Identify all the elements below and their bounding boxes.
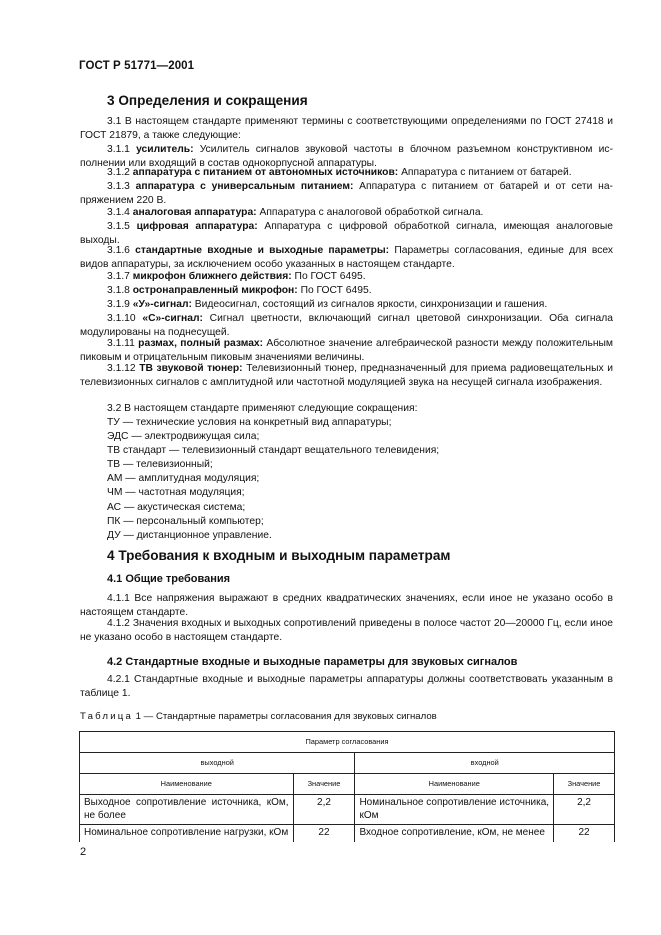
cell-output-name: Номинальное сопротивление нагрузки, кОм (80, 825, 294, 842)
table-caption: Таблица 1 — Стандартные параметры согласования для звуковых сигналов (80, 711, 437, 722)
definition-3-1-7: 3.1.7 микрофон ближнего действия: По ГОСТ 6495. (107, 271, 366, 282)
header-input-name: Наименование (355, 774, 554, 795)
paragraph-4-2-1: 4.2.1 Стандартные входные и выходные параметры аппаратуры должны соответствовать указанным в таблице 1. (80, 674, 613, 700)
paragraph-4-1-2: 4.1.2 Значения входных и выходных сопротивлений приведены в полосе частот 20—20000 Гц, если иное не указано особо в настоящем стандарте. (80, 618, 613, 644)
paragraph-3-2: 3.2 В настоящем стандарте применяют следующие сокращения: (107, 403, 418, 414)
definition-3-1-3: 3.1.3 аппаратура с универсальным питанием: Аппаратура с питанием от батарей и от сети напряжением 220 В. (80, 181, 613, 207)
definition-3-1-4: 3.1.4 аналоговая аппаратура: Аппаратура с аналоговой обработкой сигнала. (107, 207, 484, 218)
subsection-4-2-title: 4.2 Стандартные входные и выходные параметры для звуковых сигналов (107, 656, 518, 668)
abbreviation-item: ТВ стандарт — телевизионный стандарт вещательного телевидения; (107, 445, 440, 457)
abbreviation-item: ЧМ — частотная модуляция; (107, 487, 245, 499)
definition-3-1-10: 3.1.10 «С»-сигнал: Сигнал цветности, включающий сигнал цветовой синхронизации. Оба сигнала модулированы на поднесущей. (80, 313, 613, 339)
page-header: ГОСТ Р 51771—2001 (79, 60, 195, 72)
header-output-value: Значение (293, 774, 355, 795)
subsection-4-1-title: 4.1 Общие требования (107, 573, 231, 585)
definition-3-1-5: 3.1.5 цифровая аппаратура: Аппаратура с цифровой обработкой сигнала, имеющая аналоговые выходы. (80, 221, 614, 247)
abbreviation-item: ЭДС — электродвижущая сила; (107, 431, 260, 443)
abbreviation-list (107, 416, 613, 543)
abbreviation-item: АС — акустическая система; (107, 501, 246, 513)
definition-3-1-11: 3.1.11 размах, полный размах: Абсолютное значение алгебраической разности между положительным пиковым и отрицательным пиковым значениями величины. (80, 338, 613, 364)
section-4-title: 4 Требования к входным и выходным параметрам (107, 548, 451, 563)
header-output-name: Наименование (80, 774, 294, 795)
table-row (80, 795, 615, 825)
cell-input-name: Входное сопротивление, кОм, не менее (355, 825, 554, 842)
abbreviation-item: ТВ — телевизионный; (107, 459, 213, 471)
paragraph-4-1-1: 4.1.1 Все напряжения выражают в средних квадратических значениях, если иное не указано особо в настоящем стандарте. (80, 593, 613, 619)
definition-3-1-8: 3.1.8 остронаправленный микрофон: По ГОСТ 6495. (107, 285, 372, 296)
cell-input-value: 22 (554, 825, 615, 842)
definition-3-1-12: 3.1.12 ТВ звуковой тюнер: Телевизионный тюнер, предназначенный для приема радиовещательных и телевизионных сигналов с амплитудной или частотной модуляцией звука на несущей сигнала изображения. (80, 363, 613, 389)
cell-output-value: 2,2 (293, 795, 355, 825)
abbreviation-item: ДУ — дистанционное управление. (107, 529, 272, 541)
header-input: входной (355, 753, 615, 774)
header-parameter-matching: Параметр согласования (80, 732, 615, 753)
table-row (80, 825, 615, 842)
header-input-value: Значение (554, 774, 615, 795)
table-1 (79, 731, 615, 842)
abbreviation-item: ТУ — технические условия на конкретный вид аппаратуры; (107, 417, 392, 428)
cell-input-value: 2,2 (554, 795, 615, 825)
abbreviation-item: АМ — амплитудная модуляция; (107, 473, 260, 485)
cell-input-name: Номинальное сопротивление источника, кОм (355, 795, 554, 825)
page-number: 2 (80, 846, 87, 858)
paragraph-3-1: 3.1 В настоящем стандарте применяют термины с соответствующими определениями по ГОСТ 27418 и ГОСТ 21879, а также следующие: (80, 116, 613, 142)
definition-3-1-6: 3.1.6 стандартные входные и выходные параметры: Параметры согласования, единые для всех видов аппаратуры, за исключением особо указанных в настоящем стандарте. (80, 245, 614, 271)
cell-output-value: 22 (293, 825, 355, 842)
definition-3-1-2: 3.1.2 аппаратура с питанием от автономных источников: Аппаратура с питанием от батарей. (107, 167, 572, 178)
abbreviation-item: ПК — персональный компьютер; (107, 515, 264, 527)
section-3-title: 3 Определения и сокращения (107, 93, 308, 108)
header-output: выходной (80, 753, 355, 774)
definition-3-1-9: 3.1.9 «У»-сигнал: Видеосигнал, состоящий из сигналов яркости, синхронизации и гашения. (107, 299, 548, 310)
definition-3-1-1: 3.1.1 усилитель: Усилитель сигналов звуковой частоты в блочном разъемном конструктивном исполнении или входящий в состав однокорпусной аппаратуры. (80, 144, 613, 170)
cell-output-name: Выходное сопротивление источника, кОм, не более (80, 795, 294, 825)
